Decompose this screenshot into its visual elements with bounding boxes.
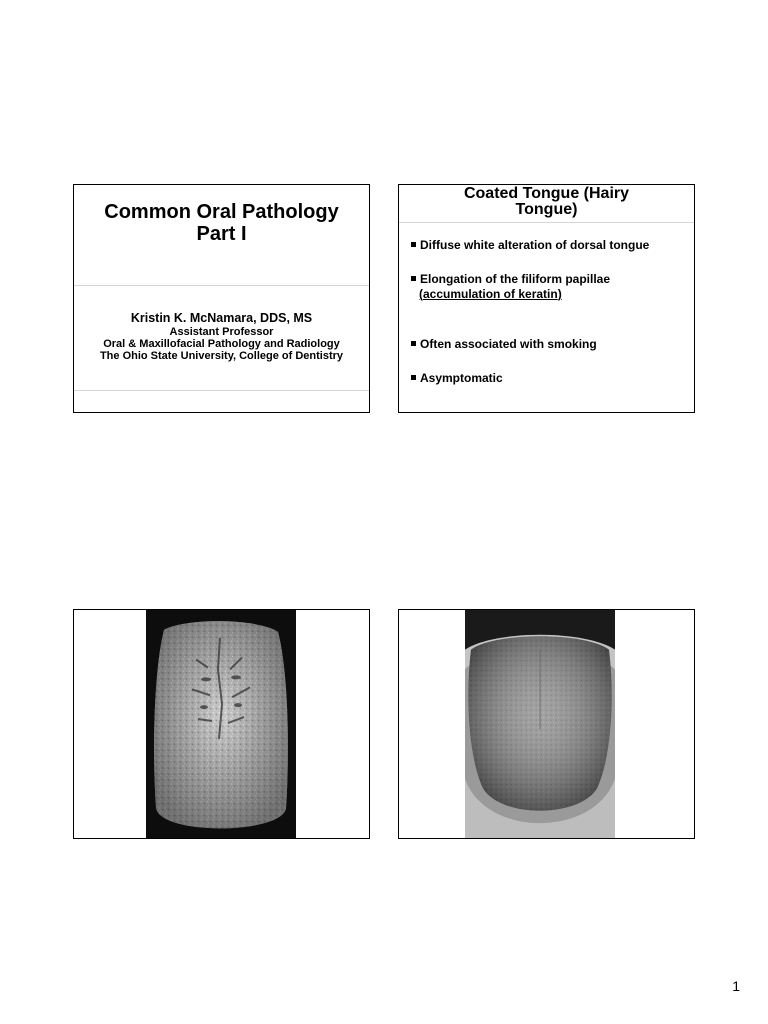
slide-title-line2: Part I — [196, 223, 247, 245]
bullet-item — [411, 337, 688, 352]
square-bullet-icon — [411, 375, 416, 380]
bullet-subtext: accumulation of keratin — [423, 287, 558, 301]
bullet-item — [411, 371, 688, 386]
slide-title-line1: Common Oral Pathology — [104, 201, 339, 223]
normal-tongue-photo — [465, 610, 615, 838]
author-institution: The Ohio State University, College of Dentistry — [99, 350, 344, 362]
paren-open: ( — [419, 287, 423, 301]
slide-title — [399, 186, 694, 218]
image-slide — [398, 609, 695, 839]
divider — [399, 222, 694, 223]
tongue-image-icon — [146, 610, 296, 838]
divider — [74, 285, 369, 286]
bullet-item — [411, 238, 688, 253]
square-bullet-icon — [411, 341, 416, 346]
bullet-text: Diffuse white alteration of dorsal tongue — [420, 238, 650, 252]
bullet-item — [411, 272, 688, 302]
tongue-image-icon — [465, 610, 615, 838]
bullet-text: Elongation of the filiform papillae — [420, 272, 611, 286]
paren-close: ) — [557, 287, 562, 301]
page-number: 1 — [732, 978, 740, 994]
coated-tongue-photo — [146, 610, 296, 838]
slide-title-line1: Coated Tongue (Hairy — [463, 185, 630, 202]
author-block — [74, 311, 369, 362]
title-slide — [73, 184, 370, 413]
divider — [74, 390, 369, 391]
bullet-text: Asymptomatic — [420, 371, 503, 385]
content-slide — [398, 184, 695, 413]
author-title: Assistant Professor — [169, 326, 274, 338]
slide-title-line2: Tongue) — [515, 201, 578, 218]
slide-title — [74, 201, 369, 245]
bullet-text: Often associated with smoking — [420, 337, 597, 351]
author-department: Oral & Maxillofacial Pathology and Radiology — [103, 338, 340, 350]
author-name: Kristin K. McNamara, DDS, MS — [130, 311, 313, 325]
square-bullet-icon — [411, 242, 416, 247]
image-slide — [73, 609, 370, 839]
square-bullet-icon — [411, 276, 416, 281]
